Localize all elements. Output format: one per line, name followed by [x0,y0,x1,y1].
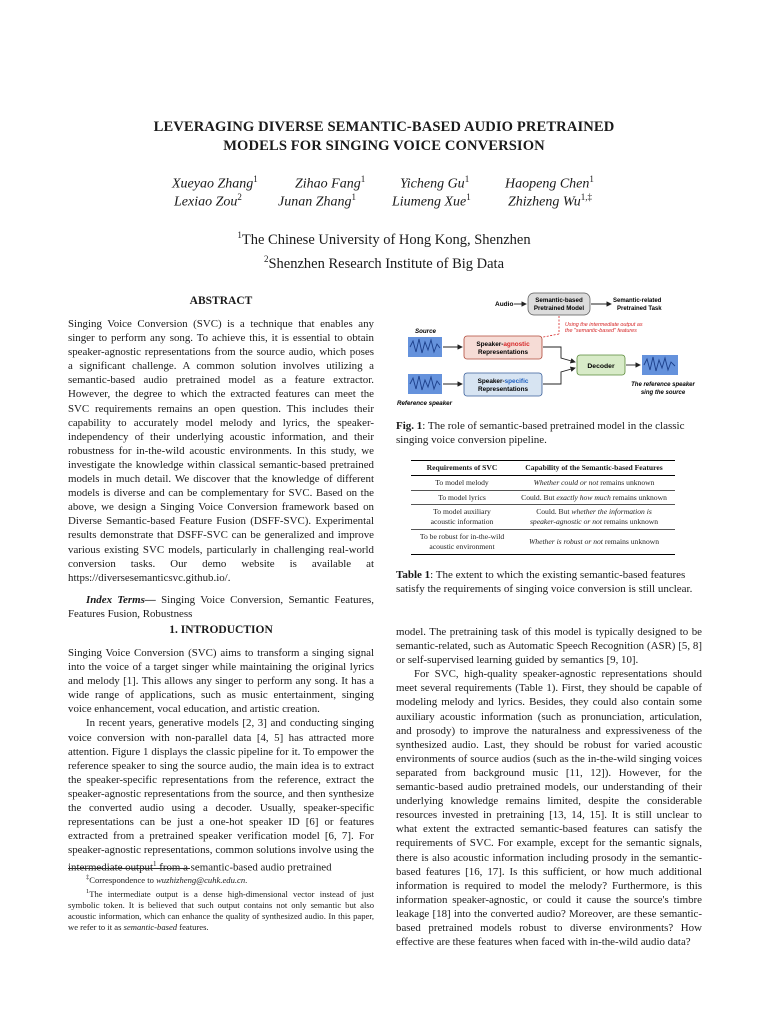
introduction-left-body [68,646,374,875]
author-name: Junan Zhang$^1$ [278,192,356,210]
title-line-2: MODELS FOR SINGING VOICE CONVERSION [223,138,545,154]
author-name: Zihao Fang$^1$ [295,174,366,192]
author-name: Xueyao Zhang$^1$ [172,174,258,192]
footnote-1: $^1$The intermediate output is a dense high-dimensional vector instead of just symbolic token. It is believed that such output contains not only semantic but also acoustic information, which can enhance the quality of synthesized audio. In this paper, we refer to it as semantic-based features. [68,887,374,932]
table-cell: Whether is robust or not remains unknown [528,536,660,546]
figure-1-caption: Fig. 1: The role of semantic-based pretrained model in the classic singing voice conversion pipeline. [396,420,685,446]
agnostic-label: Speaker-agnostic [476,341,530,348]
pretrained-model-label: Semantic-based [535,297,583,304]
table-cell: Could. But whether the information is speaker-agnostic or not remains unknown [529,507,659,527]
table-cell: To be robust for in-the-wild acoustic environment [419,531,505,551]
table-cell: Whether could or not remains unknown [533,477,655,487]
table-row [411,490,675,505]
table-header: Requirements of SVC [426,463,498,472]
agnostic-label: Representations [477,349,529,356]
specific-label: Representations [477,386,529,393]
output-label: sing the source [640,390,686,396]
table-row [411,529,675,554]
table-1 [411,460,675,555]
index-terms: Index Terms— Singing Voice Conversion, Semantic Features, Features Fusion, Robustness [68,593,375,620]
source-label: Source [415,328,436,335]
output-label: The reference speaker [631,382,695,388]
author-name: Liumeng Xue$^1$ [392,192,471,210]
abstract-text: Singing Voice Conversion (SVC) is a technique that enables any singer to perform any song. To achieve this, it is essential to obtain speaker-agnostic representations from the source audio, which poses a significant challenge. A common solution involves utilizing a semantic-based audio pretrained model as a feature extractor. However, the degree to which the extracted features can meet the SVC requirements remains an open question. This includes their capability to accurately model melody and lyrics, the speaker-independency of their underlying acoustic information, and their robustness for in-the-wild acoustic environments. In this study, we investigate the knowledge within classical semantic-based pretrained models in much detail. We discover that the knowledge of different models is diverse and can be complementary for SVC. Based on the above, we design a Singing Voice Conversion framework based on Diverse Semantic-based Feature Fusion (DSFF-SVC). Experimental results demonstrate that DSFF-SVC can be generalized and improve various existing SVC models, particularly in challenging real-world conversion tasks. Our demo website is available at https://diversesemanticsvc.github.io/. [68,318,374,584]
affiliations [0,226,768,274]
footnotes [68,872,374,933]
arrow [543,368,575,384]
intro-paragraph-right-2: For SVC, high-quality speaker-agnostic representations should meet several requirements (Table 1). First, they should be capable of modeling melody and lyrics. Besides, they could also contain some auxiliary acoustic information (such as pronunciation, articulation, and prosody) to improve the naturalness and expressiveness of the synthesized audio. Last, they should be robust for varied acoustic environments of source audios (such as the in-the-wild singing voices separated from background music [11, 12]). However, for the semantic-based audio pretrained models, our understanding of their underlying knowledge remains limited, despite the considerable resources invested in pretraining [13, 14, 15]. It is still unclear to what extent the extracted semantic-based features can satisfy the requirements of SVC. For example, except for the semantic signals, there is also acoustic information including prosody in the semantic-based features [16, 17]. Is this sufficient, or how much additional information is required to model the melody? Furthermore, is this information speaker-agnostic, or could it cause the source's timbre leakage [18] into the converted audio? Moreover, are these semantic-based pretrained models robust to diverse environments? How effective are these features when faced with in-the-wild audio data? [396,668,702,949]
table-row [411,505,675,530]
pretrained-task-label: Semantic-related [613,298,662,304]
decoder-label: Decoder [587,363,615,370]
author-name: Haopeng Chen$^1$ [505,174,594,192]
footnote-correspondence: ‡Correspondence to wuzhizheng@cuhk.edu.cn. [86,874,248,885]
table-cell: To model melody [435,477,489,487]
table-1-caption: Table 1: The extent to which the existing semantic-based features satisfy the requirements of singing voice conversion is still unclear. [396,569,693,595]
footnote-separator [68,868,190,869]
abstract-heading: ABSTRACT [189,295,253,307]
abstract-body [68,317,374,621]
table-cell: To model lyrics [438,492,486,502]
specific-label: Speaker-specific [477,378,529,385]
arrow [543,347,575,362]
pipeline-diagram [395,290,705,410]
feature-note: the "semantic-based" features [565,328,637,334]
figure-1 [395,290,705,410]
author-name: Yicheng Gu$^1$ [400,174,470,192]
table-cell: To model auxiliary acoustic information [430,507,494,527]
intro-paragraph-right-1: model. The pretraining task of this model is typically designed to be semantic-related, such as Automatic Speech Recognition (ASR) [5, 8] or self-supervised learning guided by semantics [9, 10]. [396,626,702,667]
author-name: Lexiao Zou$^2$ [174,192,242,210]
reference-label: Reference speaker [397,400,453,407]
affiliation-1: $^1$The Chinese University of Hong Kong, Shenzhen [237,230,531,248]
introduction-heading: 1. INTRODUCTION [169,624,273,636]
paper-title [0,118,768,156]
audio-label: Audio [495,301,514,308]
requirements-table [411,460,675,555]
affiliation-2: $^2$Shenzhen Research Institute of Big Data [263,253,505,272]
title-line-1: LEVERAGING DIVERSE SEMANTIC-BASED AUDIO PRETRAINED [153,119,615,135]
pretrained-task-label: Pretrained Task [617,306,662,312]
intro-paragraph-2: In recent years, generative models [2, 3] and conducting singing voice conversion with non-parallel data [4, 5] has attracted more attention. Figure 1 displays the classic pipeline for it. To empower the reference speaker to sing the source audio, the main idea is to extract the speaker-specific representations from the reference, extract the speaker-agnostic representations from the source, and then synthesize the converted audio using a decoder. Usually, speaker-specific representations can be just a one-hot speaker ID [6] or features extracted from a pretrained speaker verification model [6, 7]. For speaker-agnostic representations, common solutions involve using the intermediate output$^1$ from a semantic-based audio pretrained [68,717,374,875]
table-header: Capability of the Semantic-based Features [525,463,663,472]
table-header-row [411,461,675,476]
table-row [411,475,675,490]
table-cell: Could. But exactly how much remains unknown [521,492,667,502]
intro-paragraph-1: Singing Voice Conversion (SVC) aims to transform a singing signal into the voice of a target singer while maintaining the original lyrics and melody [1]. This allows any singer to perform any song. It has a wide range of applications, such as music entertainment, singing voice enhancement, vocal education, and artistic creation. [68,647,374,716]
author-name: Zhizheng $Wu^{1,\ddagger}$ [508,192,592,210]
introduction-right-body [396,625,702,949]
pretrained-model-label: Pretrained Model [533,305,585,312]
feature-note: Using the intermediate output as [565,322,643,328]
output-waveform [642,355,678,375]
